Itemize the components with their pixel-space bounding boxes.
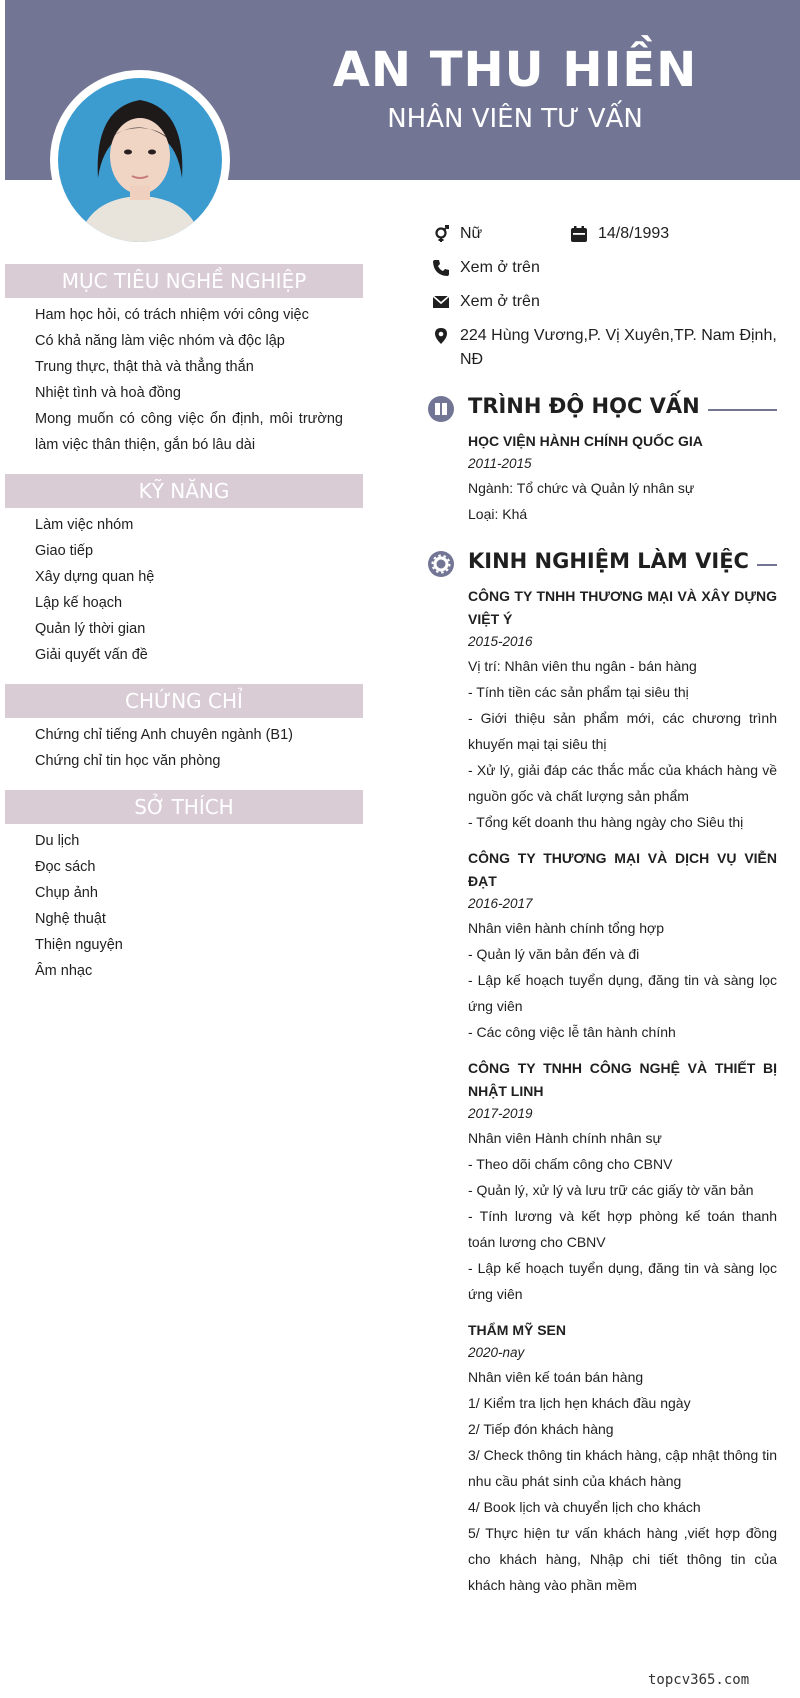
objective-heading: MỤC TIÊU NGHỀ NGHIỆP [5, 264, 363, 298]
education-section-header [432, 394, 777, 424]
gender-value: Nữ [460, 225, 483, 242]
job-period: 2020-nay [468, 1345, 525, 1360]
list-item: Chứng chỉ tiếng Anh chuyên ngành (B1) [35, 727, 293, 743]
education-entry [432, 430, 777, 527]
gender-birthday-row [432, 222, 777, 246]
list-item: Lập kế hoạch [35, 595, 123, 611]
list-item: Ham học hỏi, có trách nhiệm với công việc [35, 307, 309, 323]
education-grade: Loại: Khá [468, 506, 528, 522]
gender-row [432, 222, 570, 246]
list-item: Âm nhạc [35, 963, 93, 979]
phone-icon [432, 259, 450, 277]
job-line: 1/ Kiểm tra lịch hẹn khách đầu ngày [468, 1395, 691, 1411]
list-item: Làm việc nhóm [35, 517, 134, 533]
job-period: 2016-2017 [468, 896, 533, 911]
location-pin-icon [432, 327, 450, 345]
job-line: - Giới thiệu sản phẩm mới, các chương trình khuyến mại tại siêu thị [468, 710, 777, 752]
email-icon [432, 293, 450, 311]
job-line: - Theo dõi chấm công cho CBNV [468, 1156, 673, 1172]
right-column [432, 222, 777, 1610]
job-line: 3/ Check thông tin khách hàng, cập nhật thông tin nhu cầu phát sinh của khách hàng [468, 1447, 777, 1489]
address-value: 224 Hùng Vương,P. Vị Xuyên,TP. Nam Định, NĐ [460, 327, 777, 368]
company-name: CÔNG TY TNHH THƯƠNG MẠI VÀ XÂY DỰNG VIỆT Ý [468, 588, 777, 627]
job-line: 2/ Tiếp đón khách hàng [468, 1421, 614, 1437]
company-name: CÔNG TY TNHH CÔNG NGHỆ VÀ THIẾT BỊ NHẬT LINH [468, 1060, 777, 1099]
experience-heading: KINH NGHIỆM LÀM VIỆC [468, 549, 757, 573]
job-line: 4/ Book lịch và chuyển lịch cho khách [468, 1499, 701, 1515]
birthday-value: 14/8/1993 [598, 225, 670, 242]
job-line: 5/ Thực hiện tư vấn khách hàng ,viết hợp đồng cho khách hàng, Nhập chi tiết thông tin của khách hàng vào phần mềm [468, 1525, 777, 1593]
job-line: Nhân viên hành chính tổng hợp [468, 920, 664, 936]
school-name: HỌC VIỆN HÀNH CHÍNH QUỐC GIA [468, 433, 703, 449]
watermark: topcv365.com [648, 1672, 750, 1688]
list-item: Giao tiếp [35, 543, 94, 559]
job-line: - Tổng kết doanh thu hàng ngày cho Siêu thị [468, 814, 744, 830]
job-entry [432, 585, 777, 835]
phone-row [432, 256, 777, 280]
list-item: Du lịch [35, 833, 80, 849]
job-line: Nhân viên Hành chính nhân sự [468, 1130, 662, 1146]
list-item: Thiện nguyện [35, 937, 123, 953]
avatar-photo [58, 78, 222, 242]
birthday-row [570, 222, 669, 246]
company-name: THẨM MỸ SEN [468, 1322, 566, 1338]
address-row [432, 324, 777, 372]
list-item: Quản lý thời gian [35, 621, 146, 637]
job-line: - Quản lý, xử lý và lưu trữ các giấy tờ văn bản [468, 1182, 754, 1198]
list-item: Chứng chỉ tin học văn phòng [35, 753, 221, 769]
education-period: 2011-2015 [468, 456, 532, 471]
list-item: Có khả năng làm việc nhóm và độc lập [35, 333, 285, 349]
candidate-name: AN THU HIỀN [332, 42, 698, 98]
list-item: Giải quyết vấn đề [35, 647, 148, 663]
list-item: Nghệ thuật [35, 911, 106, 927]
job-entry [432, 1319, 777, 1598]
job-entry [432, 1057, 777, 1307]
calendar-icon [570, 225, 588, 243]
list-item: Trung thực, thật thà và thẳng thắn [35, 359, 254, 375]
job-title: NHÂN VIÊN TƯ VẤN [387, 104, 643, 134]
list-item: Đọc sách [35, 859, 96, 875]
email-value: Xem ở trên [460, 293, 540, 310]
company-name: CÔNG TY THƯƠNG MẠI VÀ DỊCH VỤ VIỄN ĐẠT [468, 850, 777, 889]
email-row [432, 290, 777, 314]
job-line: - Xử lý, giải đáp các thắc mắc của khách hàng về nguồn gốc và chất lượng sản phẩm [468, 762, 777, 804]
objective-list [5, 302, 363, 458]
skills-heading: KỸ NĂNG [5, 474, 363, 508]
job-line: - Lập kế hoạch tuyển dụng, đăng tin và sàng lọc ứng viên [468, 972, 777, 1014]
list-item: Mong muốn có công việc ổn định, môi trường làm việc thân thiện, gắn bó lâu dài [35, 411, 343, 453]
hobbies-heading: SỞ THÍCH [5, 790, 363, 824]
list-item: Chụp ảnh [35, 885, 98, 901]
gender-icon [432, 225, 450, 243]
certificates-heading: CHỨNG CHỈ [5, 684, 363, 718]
job-period: 2015-2016 [468, 634, 533, 649]
list-item: Xây dựng quan hệ [35, 569, 155, 585]
job-line: Nhân viên kế toán bán hàng [468, 1369, 644, 1385]
hobbies-list [5, 828, 363, 984]
certificates-list [5, 722, 363, 774]
job-line: - Quản lý văn bản đến và đi [468, 946, 640, 962]
book-icon [428, 396, 454, 422]
job-line: - Tính lương và kết hợp phòng kế toán thanh toán lương cho CBNV [468, 1208, 777, 1250]
education-heading: TRÌNH ĐỘ HỌC VẤN [468, 394, 708, 418]
education-major: Ngành: Tổ chức và Quản lý nhân sự [468, 480, 695, 496]
list-item: Nhiệt tình và hoà đồng [35, 385, 181, 401]
job-line: - Tính tiền các sản phẩm tại siêu thị [468, 684, 689, 700]
avatar [50, 70, 230, 250]
job-period: 2017-2019 [468, 1106, 533, 1121]
job-entry [432, 847, 777, 1045]
experience-section-header [432, 549, 777, 579]
skills-list [5, 512, 363, 668]
left-column [5, 264, 363, 1000]
gear-icon [428, 551, 454, 577]
phone-value: Xem ở trên [460, 259, 540, 276]
job-line: - Các công việc lễ tân hành chính [468, 1024, 676, 1040]
job-line: Vị trí: Nhân viên thu ngân - bán hàng [468, 658, 697, 674]
job-line: - Lập kế hoạch tuyển dụng, đăng tin và sàng lọc ứng viên [468, 1260, 777, 1302]
